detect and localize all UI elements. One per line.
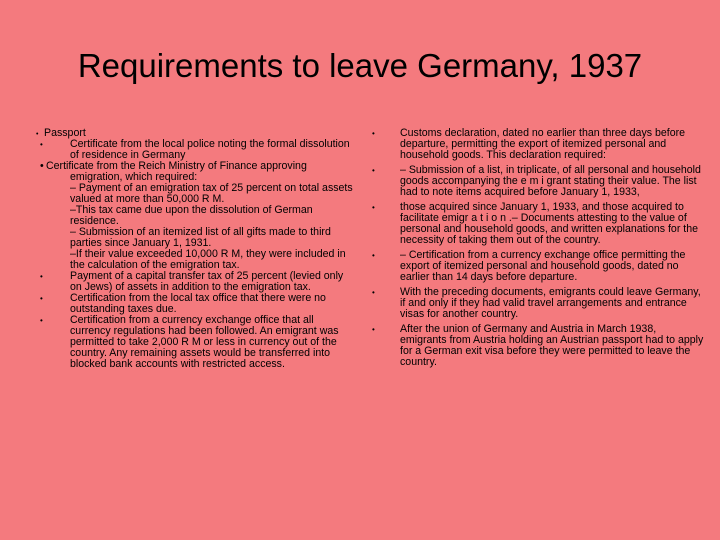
bullet-text: Certificate from the local police noting the formal dissolution of residence in Germany xyxy=(70,138,350,161)
bullet-goods-acquired xyxy=(368,202,704,246)
bullet-icon: • xyxy=(40,294,43,303)
bullet-text: Passport xyxy=(44,127,86,139)
bullet-currency-certification xyxy=(368,250,704,283)
bullet-text: After the union of Germany and Austria in March 1938, emigrants from Austria holding an Austrian passport had to apply for a German exit visa before they were permitted to leave the country. xyxy=(400,323,704,368)
bullet-text: Certification from the local tax office that there were no outstanding taxes due. xyxy=(70,292,326,315)
bullet-text: With the preceding documents, emigrants could leave Germany, if and only if they had valid travel arrangements and entrance visas for another country. xyxy=(400,286,701,320)
bullet-icon: • xyxy=(40,272,43,281)
finance-sub-line: emigration, which required: xyxy=(70,171,198,183)
bullet-icon: • xyxy=(372,288,375,297)
right-column xyxy=(368,128,704,368)
bullet-icon: • xyxy=(40,140,43,149)
bullet-text: those acquired since January 1, 1933, and those acquired to facilitate emigr a t i o n .– Documents attesting to the value of personal and household goods, and written explanations for the necessity of taking them out of the country. xyxy=(400,201,699,246)
slide-title: Requirements to leave Germany, 1937 xyxy=(77,47,643,84)
bullet-capital-transfer-tax xyxy=(36,271,354,293)
bullet-text: Certification from a currency exchange office that all currency regulations had been followed. An emigrant was permitted to take 2,000 R M or less in currency out of the country. Any remaining assets would be transferred into blocked bank accounts with restricted access. xyxy=(70,314,339,370)
bullet-leave-germany xyxy=(368,287,704,320)
left-column xyxy=(36,128,354,370)
bullet-tax-office xyxy=(36,293,354,315)
bullet-icon: • xyxy=(372,325,375,334)
bullet-icon: • xyxy=(40,316,43,325)
bullet-goods-list xyxy=(368,165,704,198)
bullet-icon: • xyxy=(372,166,375,175)
bullet-finance-certificate xyxy=(36,161,354,172)
finance-sub-line: –If their value exceeded 10,000 R M, they were included in the calculation of the emigration tax. xyxy=(70,248,346,271)
bullet-currency-office xyxy=(36,315,354,370)
bullet-text: – Certification from a currency exchange office permitting the export of itemized personal and household goods, dated no earlier than 14 days before departure. xyxy=(400,249,686,283)
bullet-austria-union xyxy=(368,324,704,368)
bullet-text: Customs declaration, dated no earlier than three days before departure, permitting the export of itemized personal and household goods. This declaration required: xyxy=(400,127,686,161)
bullet-icon: • xyxy=(372,129,375,138)
bullet-icon: • xyxy=(36,131,39,138)
finance-sub-line: – Submission of an itemized list of all gifts made to third parties since January 1, 1931. xyxy=(70,226,331,249)
bullet-text: Payment of a capital transfer tax of 25 percent (levied only on Jews) of assets in addition to the emigration tax. xyxy=(70,270,344,293)
bullet-police-certificate xyxy=(36,139,354,161)
bullet-customs-declaration xyxy=(368,128,704,161)
bullet-icon: • xyxy=(372,203,375,212)
bullet-icon: • xyxy=(40,160,44,172)
finance-sub-line: –This tax came due upon the dissolution of German residence. xyxy=(70,204,313,227)
bullet-text: Certificate from the Reich Ministry of Finance approving xyxy=(46,160,307,172)
bullet-icon: • xyxy=(372,251,375,260)
bullet-text: – Submission of a list, in triplicate, of all personal and household goods accompanying the e m i grant stating their value. The list had to note items acquired before January 1, 1933, xyxy=(400,164,701,198)
finance-sub-line: – Payment of an emigration tax of 25 percent on total assets valued at more than 50,000 R M. xyxy=(70,182,353,205)
